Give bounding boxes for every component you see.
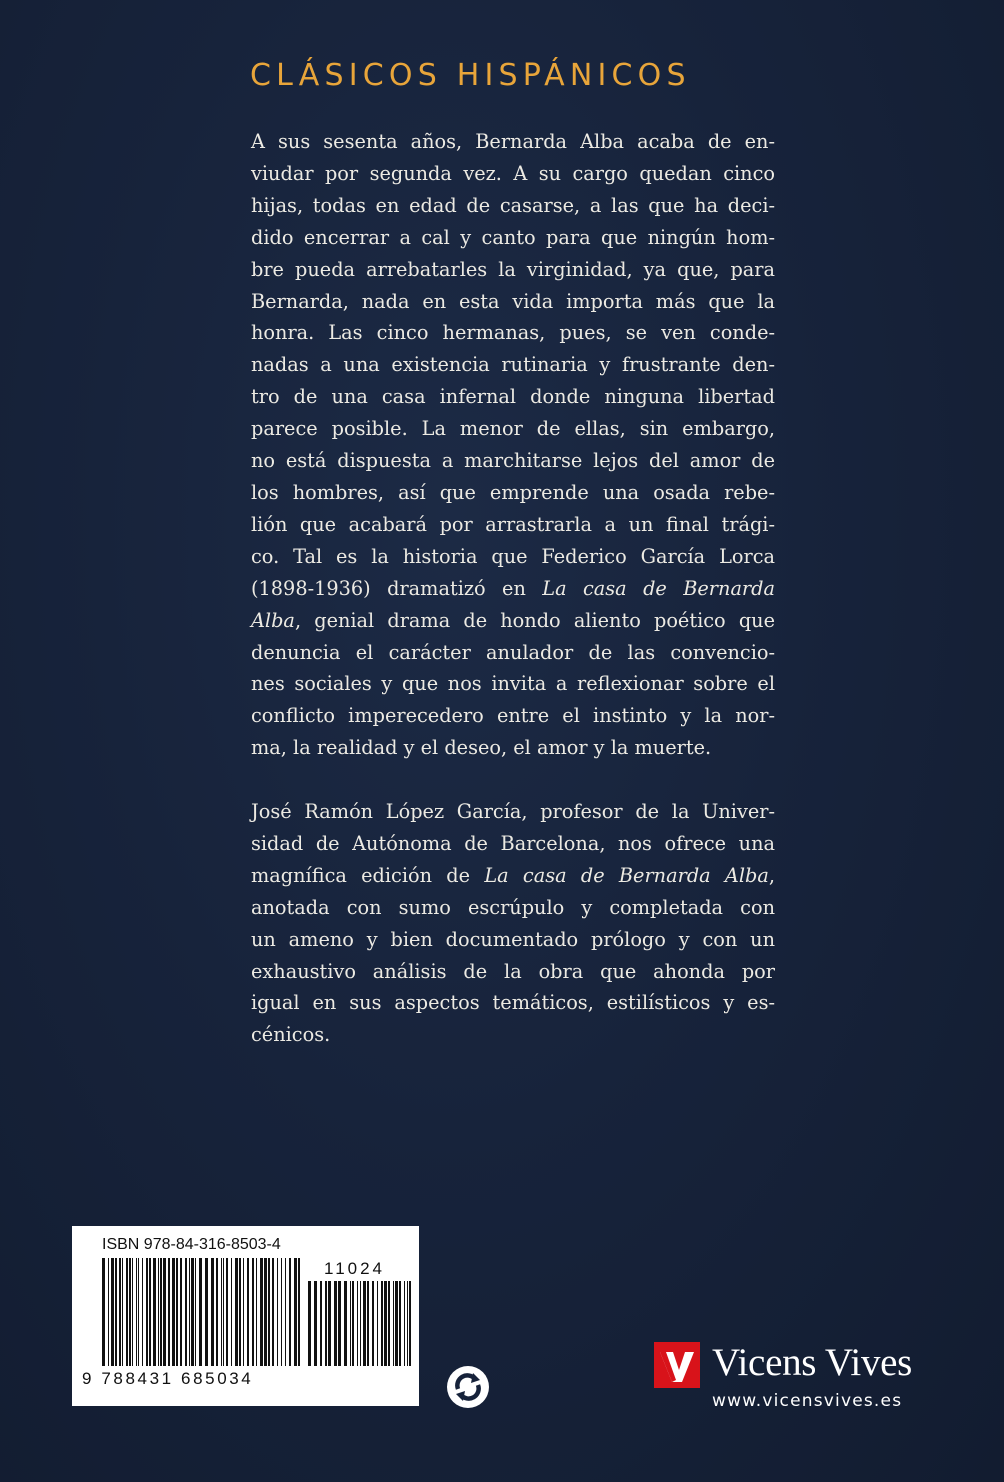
text-line: un ameno y bien documentado prólogo y con un (251, 927, 775, 951)
text-line: nes sociales y que nos invita a reflexionar sobre el (251, 672, 775, 696)
barcode-bar (407, 1281, 408, 1366)
text-line: honra. Las cinco hermanas, pues, se ven conde- (251, 321, 775, 345)
barcode-bar (285, 1258, 286, 1366)
text-line: los hombres, así que emprende una osada rebe- (251, 480, 775, 504)
text-line: igual en sus aspectos temáticos, estilísticos y es- (251, 991, 775, 1015)
text-line: cénicos. (251, 1023, 331, 1047)
barcode-bar (189, 1258, 190, 1366)
barcode-bar (122, 1258, 123, 1366)
barcode-bar (372, 1281, 374, 1366)
barcode-bar (176, 1258, 178, 1366)
barcode-bar (180, 1258, 182, 1366)
text-line (251, 573, 775, 605)
barcode-bar (223, 1258, 224, 1366)
barcode-bar (221, 1258, 222, 1366)
text-line: co. Tal es la historia que Federico García Lorca (251, 544, 775, 568)
text-run: (1898-1936) dramatizó en (251, 576, 543, 600)
barcode-bar (126, 1258, 128, 1366)
text-line: dido encerrar a cal y canto para que ningún hom- (251, 225, 775, 249)
barcode-bar (294, 1258, 297, 1366)
barcode-bar (111, 1258, 114, 1366)
text-run: , genial drama de hondo aliento poético que (294, 608, 775, 632)
barcode-bar (352, 1281, 354, 1366)
ean-digits: 9 788431 685034 (82, 1369, 254, 1388)
barcode-bar (239, 1258, 241, 1366)
barcode-bar (191, 1258, 194, 1366)
text-line: tro de una casa infernal donde ninguna libertad (251, 385, 775, 409)
barcode-bar (399, 1281, 401, 1366)
barcode-bar (211, 1258, 214, 1366)
barcode-bar (138, 1258, 139, 1366)
text-line: denuncia el carácter anulador de las convencio- (251, 640, 775, 664)
text-line: exhaustivo análisis de la obra que ahonda por (251, 959, 775, 983)
text-line: no está dispuesta a marchitarse lejos del amor de (251, 449, 775, 473)
book-title-italic: Alba (251, 608, 295, 632)
barcode-bar (325, 1281, 327, 1366)
editor-note (251, 796, 775, 1051)
barcode-bar (289, 1258, 291, 1366)
text-line: ma, la realidad y el deseo, el amor y la muerte. (251, 736, 712, 760)
ean-barcode (102, 1258, 302, 1366)
text-line: bre pueda arrebatarles la virginidad, ya que, para (251, 257, 775, 281)
text-line: nadas a una existencia rutinaria y frustrante den- (251, 353, 775, 377)
barcode-bar (172, 1258, 175, 1366)
barcode-bar (163, 1258, 166, 1366)
barcode-bar (334, 1281, 337, 1366)
series-title: CLÁSICOS HISPÁNICOS (250, 58, 691, 93)
barcode-bar (153, 1258, 156, 1366)
barcode-bar (357, 1281, 358, 1366)
barcode-bar (216, 1258, 218, 1366)
book-title-italic: La casa de Bernarda (542, 576, 775, 600)
barcode-bar (260, 1258, 263, 1366)
barcode-bar (108, 1258, 109, 1366)
barcode-bar (146, 1258, 148, 1366)
barcode-bar (256, 1258, 257, 1366)
barcode-bar (136, 1258, 137, 1366)
barcode-bar (252, 1258, 254, 1366)
barcode-bar (363, 1281, 366, 1366)
barcode-bar (119, 1258, 121, 1366)
barcode-bar (277, 1258, 278, 1366)
barcode-bar (381, 1281, 383, 1366)
publisher-name: Vicens Vives (712, 1341, 913, 1384)
barcode-bar (367, 1281, 369, 1366)
barcode-bar (185, 1258, 187, 1366)
text-line (251, 605, 775, 637)
addon-code: 11024 (324, 1259, 386, 1278)
barcode-label (72, 1226, 419, 1406)
text-run: , (768, 863, 775, 887)
barcode-bar (247, 1258, 249, 1366)
barcode-bar (314, 1281, 317, 1366)
barcode-bar (231, 1258, 232, 1366)
text-line: lión que acabará por arrastrarla a un final trági- (251, 512, 775, 536)
barcode-bar (272, 1258, 274, 1366)
text-line: sidad de Autónoma de Barcelona, nos ofrece una (251, 831, 775, 855)
barcode-bar (226, 1258, 228, 1366)
recycle-icon (446, 1365, 490, 1409)
barcode-bar (199, 1258, 202, 1366)
text-line: Bernarda, nada en esta vida importa más que la (251, 289, 775, 313)
barcode-bar (298, 1258, 300, 1366)
barcode-bar (404, 1281, 405, 1366)
barcode-bar (281, 1258, 282, 1366)
publisher-url: www.vicensvives.es (712, 1391, 903, 1411)
barcode-bar (268, 1258, 270, 1366)
barcode-bar (102, 1258, 105, 1366)
barcode-bar (195, 1258, 196, 1366)
barcode-bar (205, 1258, 208, 1366)
isbn-number: ISBN 978-84-316-8503-4 (102, 1236, 281, 1253)
barcode-bar (388, 1281, 390, 1366)
barcode-bar (409, 1281, 411, 1366)
text-line: viudar por segunda vez. A su cargo quedan cinco (251, 161, 775, 185)
book-description (251, 126, 775, 764)
barcode-bar (384, 1281, 387, 1366)
text-line (251, 860, 775, 892)
barcode-bar (338, 1281, 341, 1366)
barcode-bar (149, 1258, 151, 1366)
barcode-bar (393, 1281, 394, 1366)
barcode-bar (320, 1281, 322, 1366)
barcode-bar (377, 1281, 378, 1366)
barcode-bar (243, 1258, 244, 1366)
barcode-bar (158, 1258, 159, 1366)
addon-barcode (308, 1281, 413, 1366)
barcode-bar (132, 1258, 133, 1366)
barcode-bar (264, 1258, 267, 1366)
text-line: José Ramón López García, profesor de la Univer- (251, 800, 775, 823)
barcode-bar (344, 1281, 347, 1366)
text-line: hijas, todas en edad de casarse, a las que ha deci- (251, 193, 775, 217)
barcode-bar (115, 1258, 117, 1366)
book-title-italic: La casa de Bernarda Alba (484, 863, 769, 887)
text-line: anotada con sumo escrúpulo y completada con (251, 895, 775, 919)
barcode-bar (168, 1258, 170, 1366)
text-line: A sus sesenta años, Bernarda Alba acaba de en- (251, 130, 775, 153)
barcode-bar (142, 1258, 143, 1366)
barcode-bar (129, 1258, 131, 1366)
barcode-bar (328, 1281, 331, 1366)
barcode-bar (395, 1281, 398, 1366)
barcode-bar (160, 1258, 162, 1366)
vicens-vives-logo-icon (654, 1342, 700, 1388)
text-line: parece posible. La menor de ellas, sin embargo, (251, 417, 775, 441)
barcode-bar (360, 1281, 361, 1366)
barcode-bar (308, 1281, 311, 1366)
text-run: magnífica edición de (251, 863, 485, 887)
barcode-bar (350, 1281, 351, 1366)
barcode-bar (235, 1258, 238, 1366)
text-line: conflicto imperecedero entre el instinto y la nor- (251, 704, 775, 728)
